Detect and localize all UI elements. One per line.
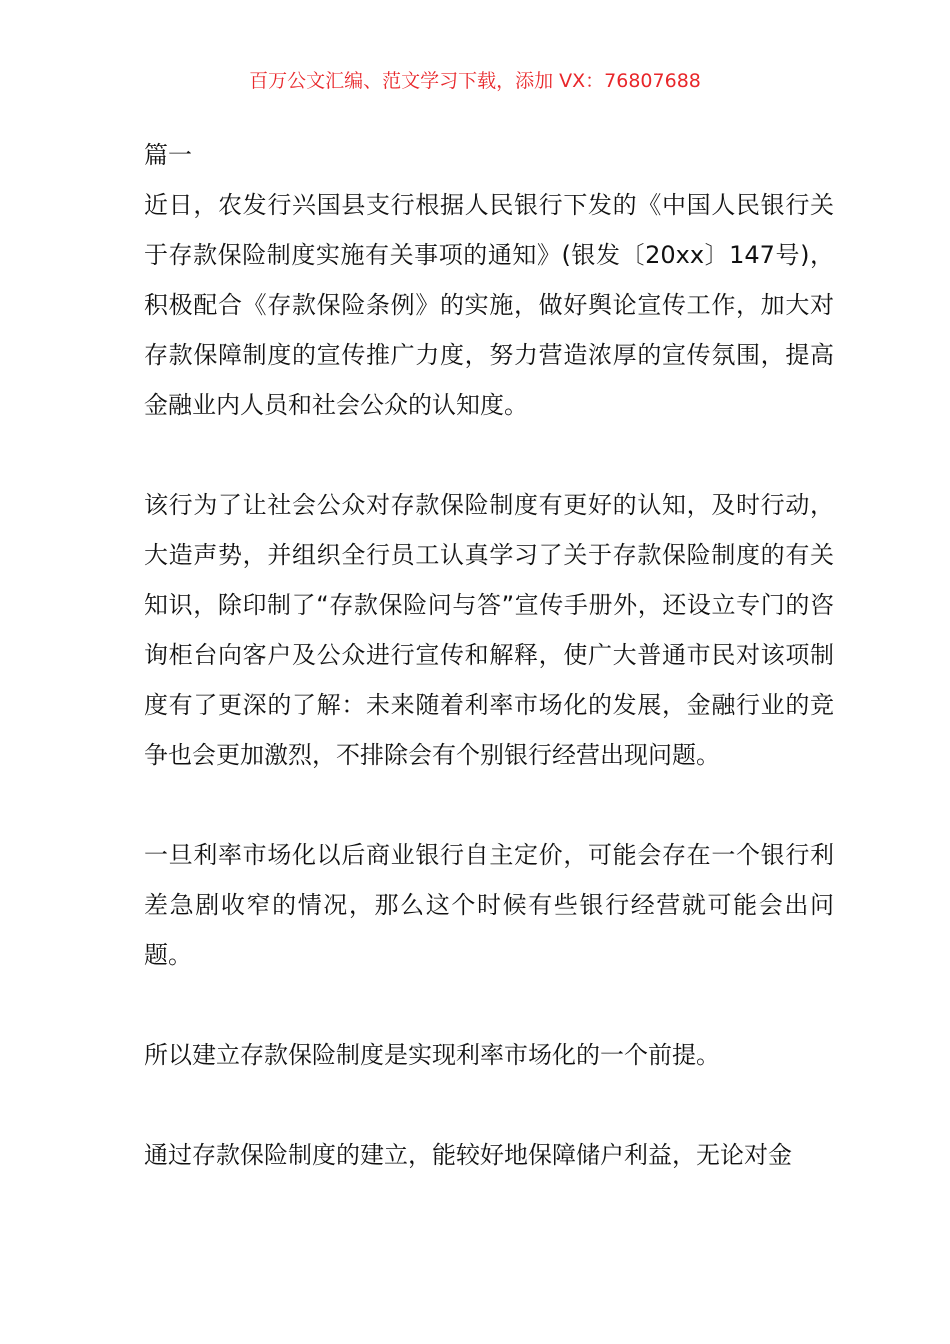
paragraph-3: 一旦利率市场化以后商业银行自主定价，可能会存在一个银行利差急剧收窄的情况，那么这个时候有些银行经营就可能会出问题。	[144, 841, 834, 969]
watermark-header: 百万公文汇编、范文学习下载，添加 VX：76807688	[249, 70, 701, 92]
section-heading: 篇一	[144, 141, 192, 169]
paragraph-1: 近日，农发行兴国县支行根据人民银行下发的《中国人民银行关于存款保险制度实施有关事项的通知》(银发〔20xx〕147号)，积极配合《存款保险条例》的实施，做好舆论宣传工作，加大对存款保障制度的宣传推广力度，努力营造浓厚的宣传氛围，提高金融业内人员和社会公众的认知度。	[144, 191, 834, 419]
document-body	[144, 130, 834, 1180]
paragraph-5: 通过存款保险制度的建立，能较好地保障储户利益，无论对金	[144, 1141, 792, 1169]
paragraph-2: 该行为了让社会公众对存款保险制度有更好的认知，及时行动，大造声势，并组织全行员工认真学习了关于存款保险制度的有关知识，除印制了“存款保险问与答”宣传手册外，还设立专门的咨询柜台向客户及公众进行宣传和解释，使广大普通市民对该项制度有了更深的了解：未来随着利率市场化的发展，金融行业的竞争也会更加激烈，不排除会有个别银行经营出现问题。	[144, 491, 834, 769]
paragraph-4: 所以建立存款保险制度是实现利率市场化的一个前提。	[144, 1041, 720, 1069]
